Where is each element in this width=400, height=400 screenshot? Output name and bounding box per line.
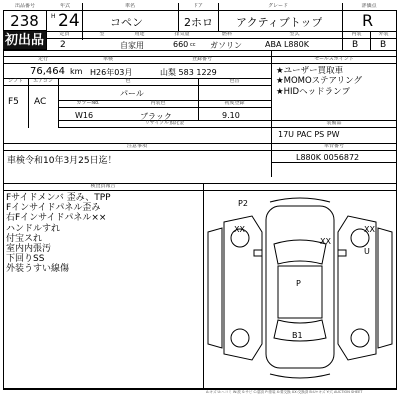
chassis-no-value: L880K 0056872 xyxy=(296,153,360,162)
divider xyxy=(28,78,29,128)
usage-value: 自家用 xyxy=(120,41,144,50)
inspector-label: 検査員報告 xyxy=(90,183,116,189)
right-mirror xyxy=(338,250,346,256)
equipment-item: ★MOMOステアリング xyxy=(276,76,362,86)
shift-label: シフト xyxy=(7,78,23,84)
first-reg-label: 初度登録 xyxy=(224,100,245,106)
displacement-label: 排気量 xyxy=(174,31,190,37)
interior-score: B xyxy=(352,40,359,50)
displacement-unit: cc xyxy=(190,42,196,48)
inspector-line: 室内内張汚 xyxy=(6,244,52,255)
displacement-value: 660 xyxy=(173,40,189,49)
right-fender-outline xyxy=(378,228,392,348)
color-value: パール xyxy=(120,89,144,98)
inspector-line: 付宝スれ xyxy=(6,233,43,244)
chassis-type-label: 型式 xyxy=(289,31,300,37)
model-value: コペン xyxy=(110,16,143,29)
notice-text: 車検令和10年3月25日迄！ xyxy=(7,156,117,166)
first-listing-badge xyxy=(3,31,47,50)
year-era: H xyxy=(51,13,56,20)
score-value: R xyxy=(362,11,374,30)
divider xyxy=(198,78,199,120)
divider xyxy=(370,31,371,50)
mileage-value: 76,464 xyxy=(30,66,65,77)
chassis-no-label: 車台番号 xyxy=(323,143,344,149)
equipment-label: セールスポイント xyxy=(314,56,354,62)
year-label: 年式 xyxy=(59,3,70,9)
damage-label: XX xyxy=(364,225,375,234)
first-listing-text: 初出品 xyxy=(4,33,44,48)
score-label: 評価点 xyxy=(361,3,377,9)
inspector-line: 下回りSS xyxy=(6,254,45,265)
notice-label: 注意事項 xyxy=(126,143,147,149)
exterior-label: 外装 xyxy=(378,31,389,37)
model-label: 車名 xyxy=(124,3,135,9)
grade-label: グレード xyxy=(267,3,288,9)
color-no-label: カラーNo. xyxy=(76,100,100,106)
year-value: 24 xyxy=(58,13,80,30)
options-label: 装備品 xyxy=(326,120,342,126)
usage-label: 用途 xyxy=(134,31,145,37)
inspector-line: Fサイドメンバ 歪み、TPP xyxy=(6,193,111,203)
interior-color-label: 内装色 xyxy=(150,100,166,106)
ac-value: AC xyxy=(34,97,47,107)
divider xyxy=(218,3,219,31)
options-value: 17U PAC PS PW xyxy=(278,130,340,139)
recycle-label: リサイクル預託金 xyxy=(144,120,185,126)
front-bumper-outline xyxy=(270,198,330,202)
inspector-notes xyxy=(6,193,201,275)
mileage-unit: km xyxy=(70,67,83,76)
car-damage-diagram xyxy=(204,192,396,384)
mileage-label: 走行 xyxy=(37,56,48,62)
interior-color-value: ブラック xyxy=(140,112,172,121)
header-bottom-line xyxy=(3,50,397,51)
damage-label: P2 xyxy=(238,199,248,208)
capacity-label: 定員 xyxy=(59,31,70,37)
equipment-item: ★ユーザー買取車 xyxy=(276,66,344,76)
inspector-line: 外装うすい線傷 xyxy=(6,264,70,275)
color-label: 色 xyxy=(125,78,131,84)
damage-label: XX xyxy=(320,237,331,246)
shift-value: F5 xyxy=(8,97,19,107)
equipment-item: ★HIDヘッドランプ xyxy=(276,87,351,97)
inspector-line: Fインサイドパネル歪み xyxy=(6,203,101,214)
doors-value: 2ホロ xyxy=(184,16,213,29)
damage-label: XX xyxy=(234,225,245,234)
capacity-value: 2 xyxy=(60,40,66,50)
color-no-value: W16 xyxy=(75,111,94,120)
chassis-type-value: ABA L880K xyxy=(265,40,309,49)
divider xyxy=(342,3,343,50)
damage-label: B1 xyxy=(292,331,303,340)
divider xyxy=(58,78,59,128)
right-side-outline xyxy=(338,216,376,360)
fuel-value: ガソリン xyxy=(210,41,242,50)
divider xyxy=(271,51,272,177)
left-side-outline xyxy=(224,216,262,360)
left-rear-wheel xyxy=(231,329,249,347)
grade-value: アクティブトップ xyxy=(236,16,323,29)
exterior-score: B xyxy=(380,40,387,50)
color-change-label: 色替 xyxy=(229,78,240,84)
inspector-line: 右Fインサイドパネル×× xyxy=(6,213,107,224)
registration-label: 登録番号 xyxy=(191,56,212,62)
roof-outline xyxy=(278,266,322,318)
lot-number: 238 xyxy=(10,12,39,30)
chassis-no-divider xyxy=(271,162,397,163)
type-label: 型 xyxy=(99,31,105,37)
doors-label: ドア xyxy=(193,3,203,9)
rear-bumper-outline xyxy=(270,374,330,378)
inspection-label: 車検 xyxy=(102,56,113,62)
damage-label: U xyxy=(364,247,370,256)
left-fender-outline xyxy=(208,228,222,348)
divider xyxy=(178,3,179,31)
left-mirror xyxy=(254,250,262,256)
right-rear-wheel xyxy=(351,329,369,347)
ac-label: エアコン xyxy=(33,78,53,84)
interior-label: 内装 xyxy=(351,31,362,37)
windshield-outline xyxy=(274,240,326,264)
lot-number-cell xyxy=(3,11,47,31)
footer-text: A:キズ U:ヘコミ W:波 S:サビ C:腐食 P:塗装 X:要交換 XX:交換済 B:U+キズ Y:穴 AUCTION SHEET xyxy=(206,390,363,394)
registration-value: 山梨 583 1229 xyxy=(160,68,217,77)
damage-label: P xyxy=(296,279,301,288)
inspection-value: H26年03月 xyxy=(90,68,133,77)
inspector-line: ハンドルすれ xyxy=(6,223,61,234)
fuel-label: 燃料 xyxy=(221,31,232,37)
first-reg-value: 9.10 xyxy=(222,111,240,120)
lot-number-label: 出品番号 xyxy=(14,3,35,9)
